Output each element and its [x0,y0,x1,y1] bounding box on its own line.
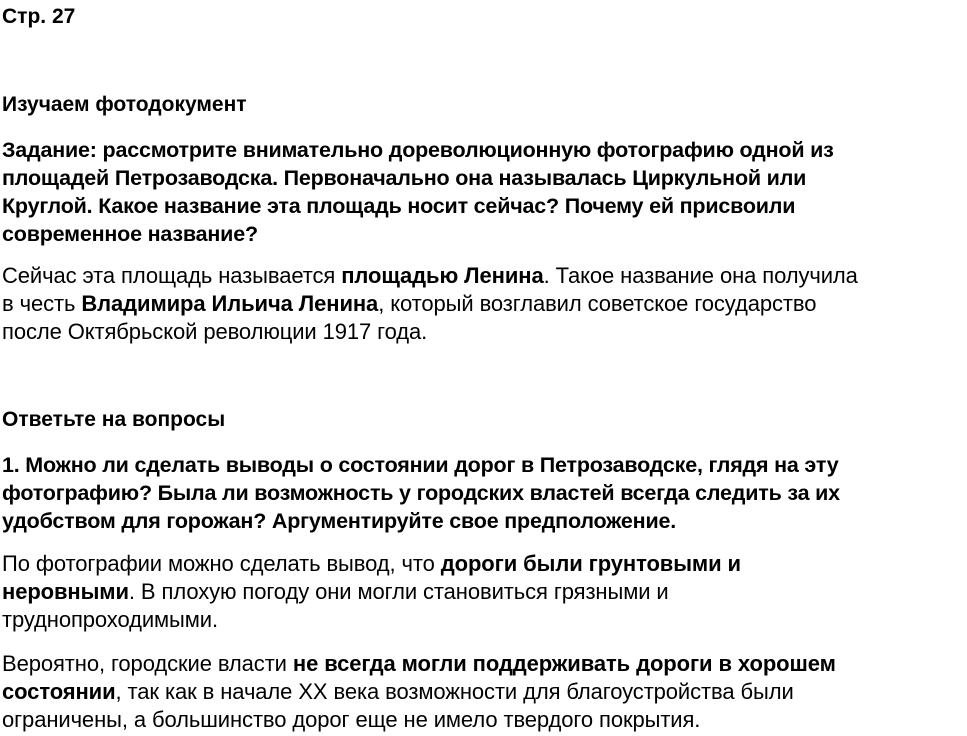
highlight-text: состоянии [2,679,116,704]
answer-paragraph-square [2,262,964,346]
answer-line: после Октябрьской революции 1917 года. [2,319,428,344]
highlight-text: неровными [2,579,129,604]
answer-line: в честь Владимира Ильича Ленина, который возглавил советское государство [2,291,817,316]
answer-paragraph-roads [2,550,964,634]
question-paragraph [2,451,964,535]
section-heading-photo-document: Изучаем фотодокумент [2,93,247,116]
task-line: Задание: рассмотрите внимательно дореволюционную фотографию одной из [2,138,834,162]
answer-line: Сейчас эта площадь называется площадью Ленина. Такое название она получила [2,263,858,288]
highlight-text: Владимира Ильича Ленина [81,291,379,316]
question-line: фотографию? Была ли возможность у городских властей всегда следить за их [2,481,840,505]
answer-line: По фотографии можно сделать вывод, что дороги были грунтовыми и [2,551,741,576]
highlight-text: площадью Ленина [341,263,544,288]
task-paragraph [2,136,964,248]
answer-line: состоянии, так как в начале XX века возможности для благоустройства были [2,679,794,704]
section-heading-questions: Ответьте на вопросы [2,408,226,431]
question-line: 1. Можно ли сделать выводы о состоянии дорог в Петрозаводске, глядя на эту [2,453,839,477]
answer-line: неровными. В плохую погоду они могли становиться грязными и [2,579,669,604]
page-number: Стр. 27 [2,5,76,28]
answer-line: труднопроходимыми. [2,607,218,632]
task-line: площадей Петрозаводска. Первоначально она называлась Циркульной или [2,166,807,190]
highlight-text: не всегда могли поддерживать дороги в хорошем [292,651,836,676]
answer-line: ограничены, а большинство дорог еще не имело твердого покрытия. [2,707,701,732]
answer-paragraph-authorities [2,650,964,734]
task-line: современное название? [2,222,258,246]
question-line: удобством для горожан? Аргументируйте свое предположение. [2,509,677,533]
task-line: Круглой. Какое название эта площадь носит сейчас? Почему ей присвоили [2,194,796,218]
answer-line: Вероятно, городские власти не всегда могли поддерживать дороги в хорошем [2,651,836,676]
highlight-text: дороги были грунтовыми и [440,551,741,576]
